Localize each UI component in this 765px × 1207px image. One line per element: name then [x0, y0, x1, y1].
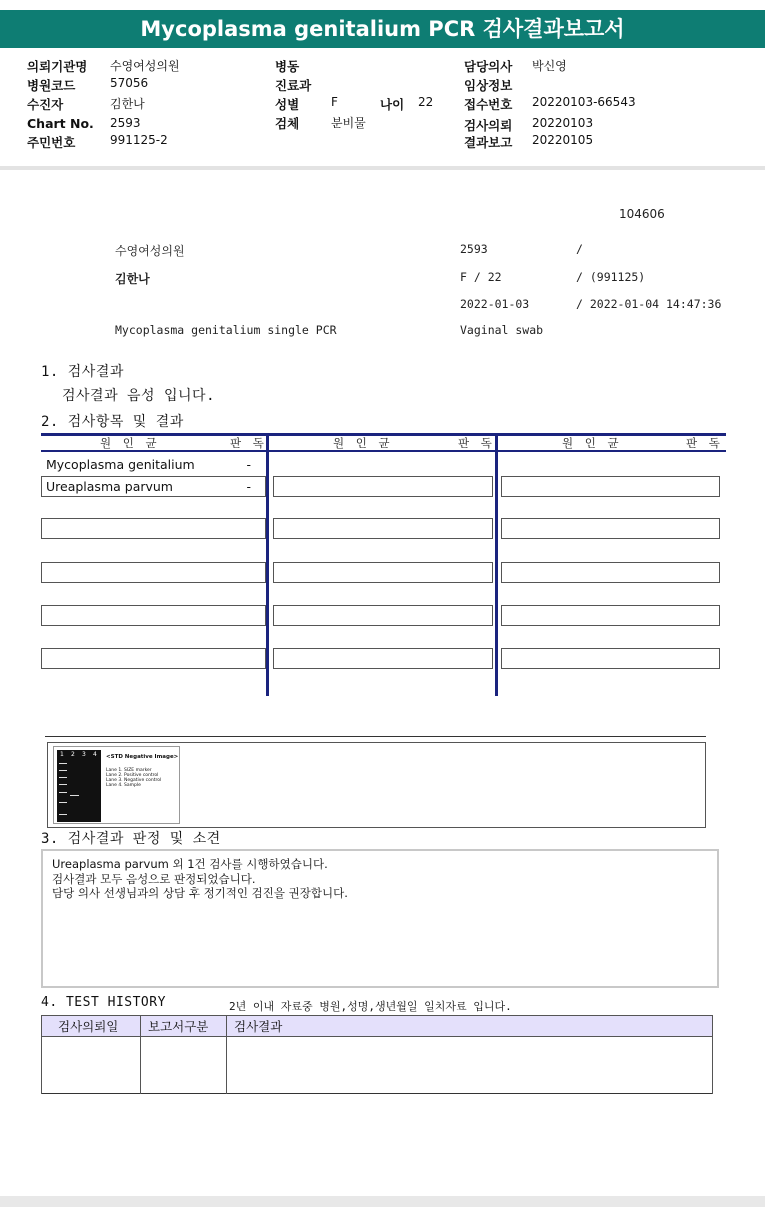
empty-cell	[501, 476, 720, 497]
hospital-value: 수영여성의원	[110, 59, 180, 73]
test-name: Mycoplasma genitalium single PCR	[115, 323, 337, 337]
empty-cell	[41, 648, 266, 669]
gel-band	[59, 784, 67, 785]
gel-legend-item: Lane 2. Positive control	[106, 773, 159, 778]
empty-cell	[273, 518, 493, 539]
patient-request-date: 2022-01-03	[460, 297, 530, 311]
gel-band	[59, 792, 67, 793]
pathogen-result: -	[246, 457, 251, 472]
col-pathogen-3: 원 인 균	[562, 436, 623, 450]
gel-band	[59, 802, 67, 803]
result-value: 20220105	[532, 133, 594, 147]
gel-band	[59, 777, 67, 778]
grid-divider-2	[495, 433, 498, 696]
patient-label: 수진자	[27, 97, 64, 112]
empty-cell	[273, 476, 493, 497]
section-2-title: 2. 검사항목 및 결과	[41, 414, 184, 430]
history-rule	[140, 1015, 141, 1094]
empty-cell	[501, 648, 720, 669]
id-label: 주민번호	[27, 135, 76, 150]
result-label: 결과보고	[464, 135, 513, 150]
pathogen-result: -	[246, 479, 251, 494]
col-judge-1: 판 독	[230, 436, 268, 450]
code-value: 57056	[110, 76, 149, 90]
section-3-title: 3. 검사결과 판정 및 소견	[41, 831, 221, 847]
history-rule	[712, 1015, 713, 1094]
history-note: 2년 이내 자료중 병원,성명,생년월일 일치자료 입니다.	[229, 1000, 512, 1013]
chart-value: 2593	[110, 116, 141, 130]
age-value: 22	[418, 95, 434, 109]
patient-sex-age: F / 22	[460, 270, 502, 284]
empty-cell	[41, 562, 266, 583]
section-4-title: 4. TEST HISTORY	[41, 995, 166, 1010]
gel-band	[70, 795, 79, 796]
gel-band	[59, 770, 67, 771]
col-pathogen-1: 원 인 균	[100, 436, 161, 450]
empty-cell	[273, 605, 493, 626]
lane-number: 1	[60, 751, 64, 758]
result-row	[41, 454, 266, 475]
lane-number: 4	[93, 751, 97, 758]
section-1-title: 1. 검사결과	[41, 364, 124, 380]
serial-number: 104606	[619, 207, 665, 221]
doctor-label: 담당의사	[464, 59, 513, 74]
opinion-line: 검사결과 모두 음성으로 판정되었습니다.	[52, 871, 256, 886]
history-table	[41, 1015, 713, 1094]
opinion-box	[41, 849, 719, 988]
dept-label: 진료과	[275, 78, 312, 93]
patient-report-datetime: / 2022-01-04 14:47:36	[576, 297, 722, 311]
id-value: 991125-2	[110, 133, 168, 147]
pathogen-name: Mycoplasma genitalium	[46, 457, 195, 472]
empty-cell	[501, 562, 720, 583]
empty-cell	[273, 648, 493, 669]
gel-image	[53, 746, 180, 824]
patient-name: 김한나	[115, 272, 150, 286]
opinion-line: Ureaplasma parvum 외 1건 검사를 시행하였습니다.	[52, 857, 328, 871]
patient-birth: / (991125)	[576, 270, 646, 284]
empty-cell	[501, 518, 720, 539]
footer-divider	[0, 1196, 765, 1207]
header-divider	[0, 166, 765, 170]
history-header	[41, 1015, 713, 1037]
opinion-line: 담당 의사 선생님과의 상담 후 정기적인 검진을 권장합니다.	[52, 886, 348, 900]
lane-number: 3	[82, 751, 86, 758]
history-rule	[226, 1015, 227, 1094]
report-title: Mycoplasma genitalium PCR 검사결과보고서	[0, 10, 765, 48]
gel-photo	[57, 750, 101, 822]
patient-value: 김한나	[110, 97, 145, 111]
hospital-label: 의뢰기관명	[27, 59, 88, 74]
history-col-date: 검사의뢰일	[58, 1019, 119, 1034]
lane-number: 2	[71, 751, 75, 758]
reception-label: 접수번호	[464, 97, 513, 112]
history-col-result: 검사결과	[234, 1019, 283, 1034]
patient-slash: /	[576, 242, 583, 256]
col-judge-3: 판 독	[686, 436, 724, 450]
section-1-text: 검사결과 음성 입니다.	[62, 388, 216, 404]
patient-hospital: 수영여성의원	[115, 244, 185, 258]
empty-cell	[41, 605, 266, 626]
col-judge-2: 판 독	[458, 436, 496, 450]
empty-cell	[41, 518, 266, 539]
pathogen-name: Ureaplasma parvum	[46, 479, 173, 494]
gel-caption: <STD Negative Image>	[106, 754, 179, 760]
gel-legend-item: Lane 3. Negative control	[106, 778, 162, 783]
grid-divider-1	[266, 433, 269, 696]
sex-label: 성별	[275, 97, 300, 112]
ward-label: 병동	[275, 59, 300, 74]
image-divider	[45, 736, 706, 737]
doctor-value: 박신영	[532, 59, 567, 73]
code-label: 병원코드	[27, 78, 76, 93]
clinical-label: 임상정보	[464, 78, 513, 93]
sex-value: F	[331, 95, 338, 109]
request-label: 검사의뢰	[464, 118, 513, 133]
empty-cell	[273, 562, 493, 583]
age-label: 나이	[380, 97, 405, 112]
result-row	[41, 476, 266, 497]
gel-legend-item: Lane 4. Sample	[106, 783, 141, 788]
history-col-type: 보고서구분	[148, 1019, 209, 1034]
specimen-label: 검체	[275, 116, 300, 131]
request-value: 20220103	[532, 116, 594, 130]
gel-band	[59, 763, 67, 764]
gel-band	[59, 814, 67, 815]
empty-cell	[501, 605, 720, 626]
reception-value: 20220103-66543	[532, 95, 636, 109]
specimen-value: 분비물	[331, 116, 366, 130]
history-rule	[41, 1015, 42, 1094]
patient-chart: 2593	[460, 242, 488, 256]
chart-label: Chart No.	[27, 116, 94, 131]
patient-specimen: Vaginal swab	[460, 323, 544, 337]
gel-legend-item: Lane 1. SIZE marker	[106, 768, 152, 773]
col-pathogen-2: 원 인 균	[333, 436, 394, 450]
